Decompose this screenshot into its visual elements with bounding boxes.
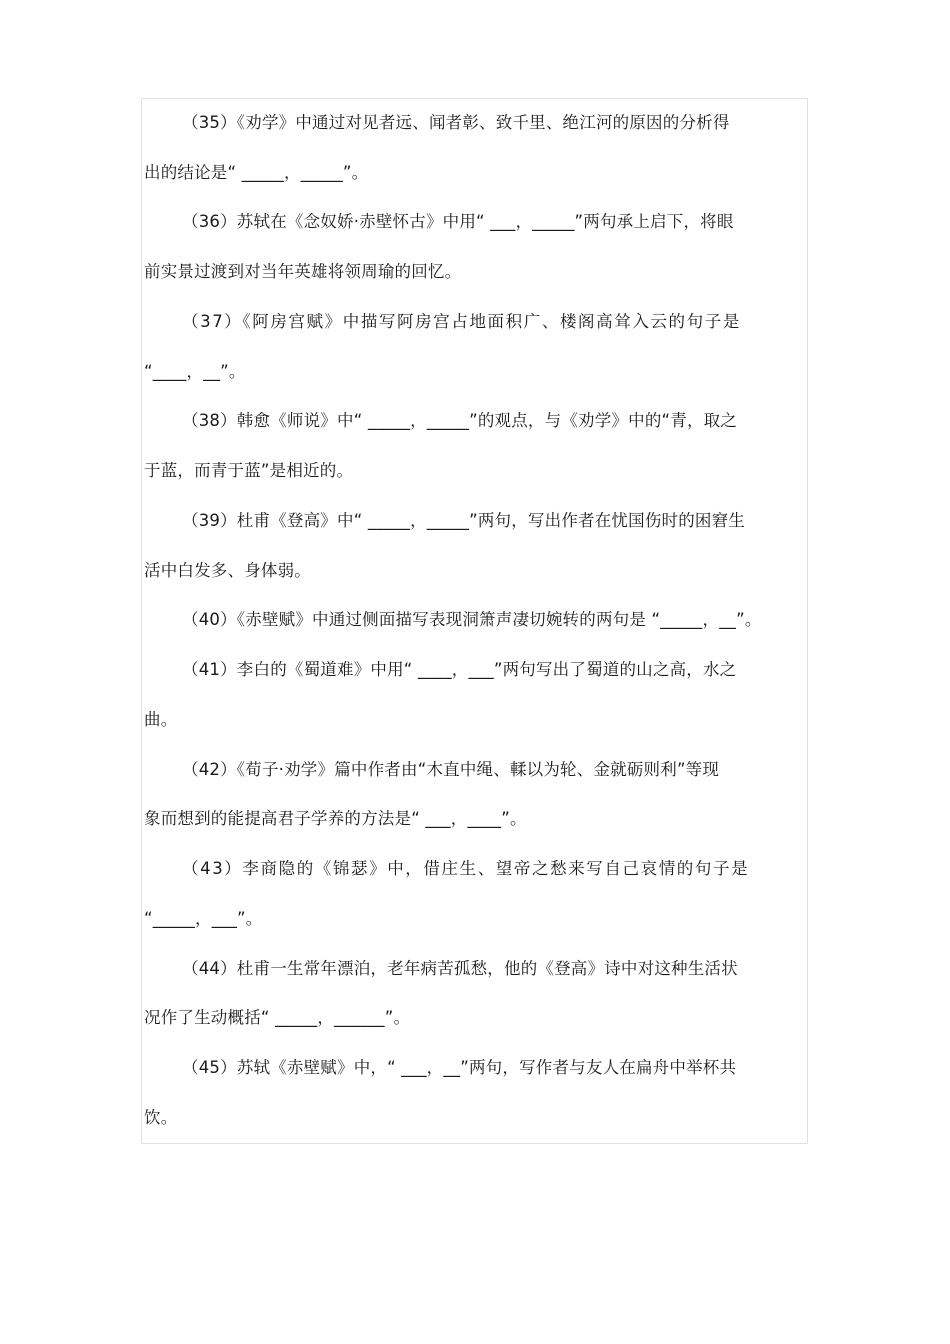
- question-text-line: （36）苏轼在《念奴娇·赤壁怀古》中用“ ___，_____”两句承上启下，将眼: [182, 212, 734, 231]
- question-text-line: 于蓝，而青于蓝”是相近的。: [144, 461, 354, 480]
- question-text-line: （38）韩愈《师说》中“ _____，_____”的观点，与《劝学》中的“青，取之: [182, 411, 738, 430]
- question-text-line: 况作了生动概括“ _____，______”。: [144, 1008, 411, 1027]
- question-text-line: （45）苏轼《赤壁赋》中，“ ___，__”两句，写作者与友人在扁舟中举杯共: [182, 1058, 737, 1077]
- question-text-line: 曲。: [144, 710, 178, 729]
- question-text-line: （43）李商隐的《锦瑟》中，借庄生、望帝之愁来写自己哀情的句子是: [182, 859, 750, 878]
- question-text-line: 出的结论是“ _____，_____”。: [144, 163, 369, 182]
- question-text-line: 前实景过渡到对当年英雄将领周瑜的回忆。: [144, 262, 462, 281]
- question-text-line: 象而想到的能提高君子学养的方法是“ ___，____”。: [144, 809, 527, 828]
- question-text-line: “____，__”。: [144, 362, 246, 381]
- question-text-line: 活中白发多、身体弱。: [144, 561, 311, 580]
- question-text-line: （44）杜甫一生常年漂泊，老年病苦孤愁，他的《登高》诗中对这种生活状: [182, 959, 738, 978]
- question-text-line: “_____，___”。: [144, 909, 263, 928]
- question-text-line: （35）《劝学》中通过对见者远、闻者彰、致千里、绝江河的原因的分析得: [182, 113, 730, 132]
- question-text-line: 饮。: [144, 1108, 178, 1127]
- question-text-line: （39）杜甫《登高》中“ _____，_____”两句，写出作者在忧国伤时的困窘生: [182, 511, 746, 530]
- question-text-line: （42）《荀子·劝学》篇中作者由“木直中绳、輮以为轮、金就砺则利”等现: [182, 760, 720, 779]
- question-text-line: （37）《阿房宫赋》中描写阿房宫占地面积广、楼阁高耸入云的句子是: [182, 312, 741, 331]
- question-text-line: （40）《赤壁赋》中通过侧面描写表现洞箫声凄切婉转的两句是 “_____，__”。: [182, 610, 762, 629]
- question-text-line: （41）李白的《蜀道难》中用“ ____，___”两句写出了蜀道的山之高，水之: [182, 660, 737, 679]
- document-page: [141, 98, 808, 1144]
